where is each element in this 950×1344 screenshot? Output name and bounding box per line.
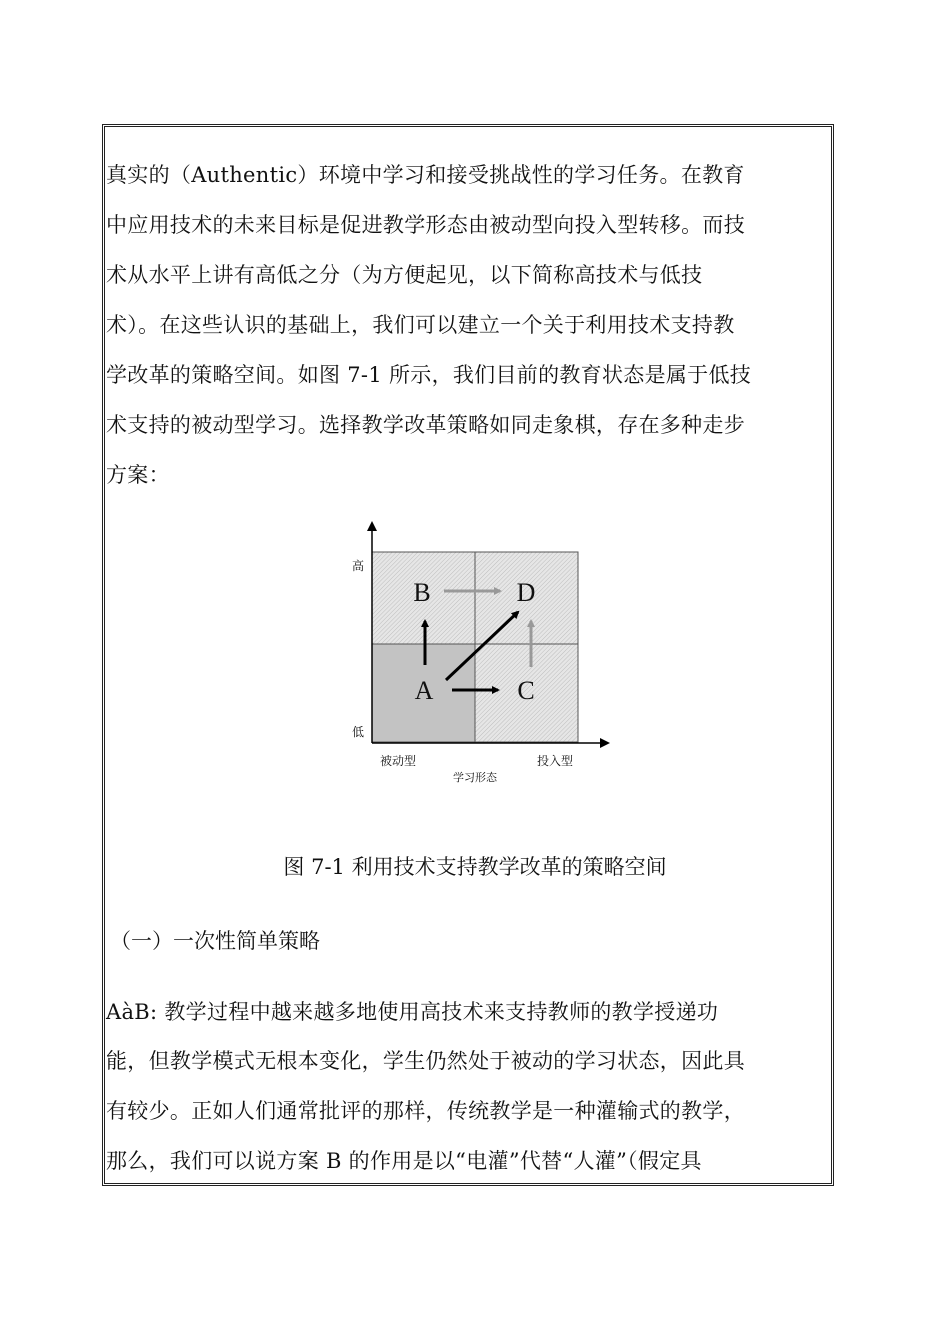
quadrant-d-label: D xyxy=(516,578,536,607)
quadrant-a-label: A xyxy=(414,676,434,705)
text-line: 真实的（Authentic）环境中学习和接受挑战性的学习任务。在教育 xyxy=(106,163,745,187)
text-line: AàB: 教学过程中越来越多地使用高技术来支持教师的教学授递功 xyxy=(106,1000,719,1024)
y-label-high: 高 xyxy=(351,559,365,573)
quadrant-c-label: C xyxy=(517,676,535,705)
text-line: 术支持的被动型学习。选择教学改革策略如同走象棋，存在多种走步 xyxy=(106,413,745,437)
figure-caption: 图 7-1 利用技术支持教学改革的策略空间 xyxy=(283,855,667,879)
strategy-space-diagram xyxy=(340,515,620,795)
x-label-right: 投入型 xyxy=(536,754,574,768)
text-line: 有较少。正如人们通常批评的那样，传统教学是一种灌输式的教学， xyxy=(106,1099,745,1123)
text-line: 方案： xyxy=(106,463,170,487)
text-line: 那么，我们可以说方案 B 的作用是以“电灌”代替“人灌”（假定具 xyxy=(106,1149,702,1173)
text-line: 学改革的策略空间。如图 7-1 所示，我们目前的教育状态是属于低技 xyxy=(106,363,752,387)
text-line: 中应用技术的未来目标是促进教学形态由被动型向投入型转移。而技 xyxy=(106,213,745,237)
y-label-low: 低 xyxy=(351,725,365,739)
x-axis-title: 学习形态 xyxy=(453,771,497,784)
x-label-left: 被动型 xyxy=(379,754,417,768)
section-heading: （一）一次性简单策略 xyxy=(110,929,320,953)
text-line: 能，但教学模式无根本变化，学生仍然处于被动的学习状态，因此具 xyxy=(106,1049,745,1073)
text-line: 术从水平上讲有高低之分（为方便起见，以下简称高技术与低技 xyxy=(106,263,703,287)
text-line: 术）。在这些认识的基础上，我们可以建立一个关于利用技术支持教 xyxy=(106,313,735,337)
quadrant-b-label: B xyxy=(413,578,431,607)
